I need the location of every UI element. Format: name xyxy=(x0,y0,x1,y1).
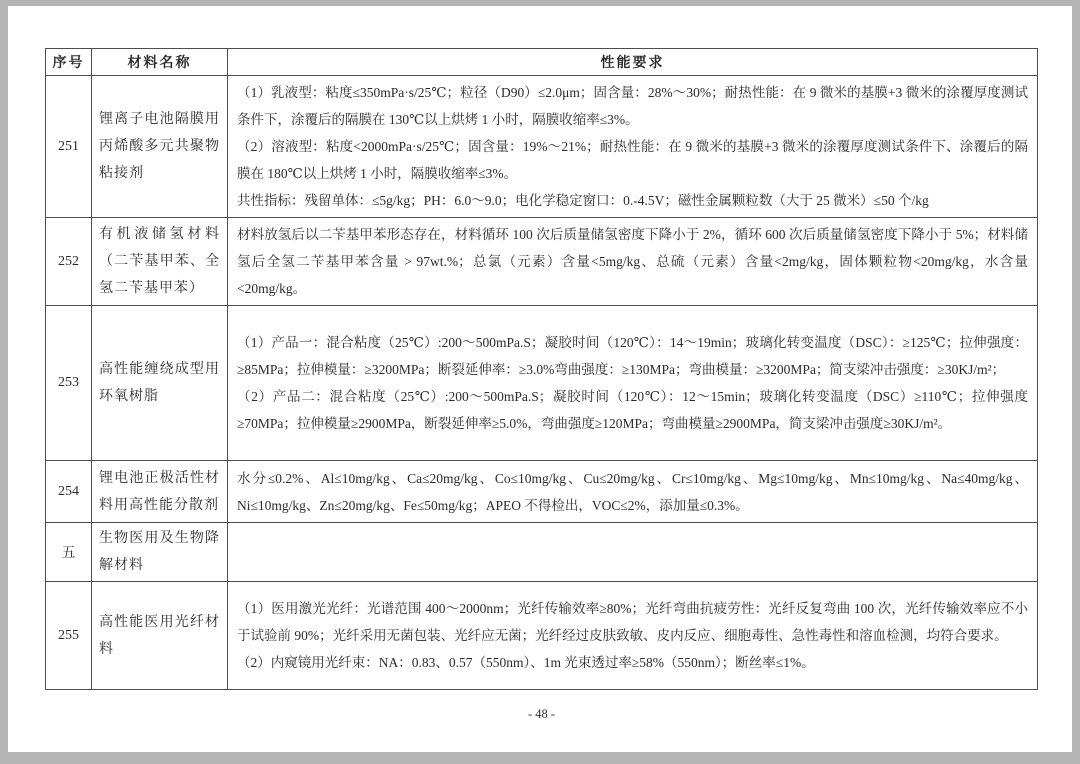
material-name-cell: 锂电池正极活性材料用高性能分散剂 xyxy=(92,461,228,523)
header-material-name: 材料名称 xyxy=(92,49,228,76)
material-name-cell: 锂离子电池隔膜用丙烯酸多元共聚物粘接剂 xyxy=(92,76,228,218)
serial-cell: 252 xyxy=(46,218,92,306)
material-name-cell: 高性能医用光纤材料 xyxy=(92,582,228,690)
requirement-paragraph: （1）医用激光光纤：光谱范围 400～2000nm；光纤传输效率≥80%；光纤弯曲抗疲劳性：光纤反复弯曲 100 次，光纤传输效率应不小于试验前 90%；光纤采用无菌包装、光纤应无菌；光纤经过皮肤致敏、皮内反应、细胞毒性、急性毒性和溶血检测，均符合要求。 xyxy=(237,601,1028,643)
table-row xyxy=(46,76,1038,218)
header-serial-number: 序号 xyxy=(46,49,92,76)
table-row xyxy=(46,523,1038,582)
serial-cell: 五 xyxy=(46,523,92,582)
requirement-paragraph: 水分≤0.2%、Al≤10mg/kg、Ca≤20mg/kg、Co≤10mg/kg、Cu≤20mg/kg、Cr≤10mg/kg、Mg≤10mg/kg、Mn≤10mg/kg、Na≤40mg/kg、Ni≤10mg/kg、Zn≤20mg/kg、Fe≤50mg/kg；APEO 不得检出，VOC≤2%，添加量≤0.3%。 xyxy=(237,470,1028,513)
material-name-cell: 有机液储氢材料（二苄基甲苯、全氢二苄基甲苯） xyxy=(92,218,228,306)
requirements-cell-empty xyxy=(228,523,1038,582)
requirements-cell xyxy=(228,76,1038,218)
page-number: - 48 - xyxy=(527,707,556,721)
requirement-paragraph: （1）乳液型：粘度≤350mPa·s/25℃；粒径（D90）≤2.0μm；固含量：28%～30%；耐热性能：在 9 微米的基膜+3 微米的涂覆厚度测试条件下，涂覆后的隔膜在 130℃以上烘烤 1 小时，隔膜收缩率≤3%。 xyxy=(237,85,1028,127)
requirements-cell xyxy=(228,461,1038,523)
requirements-cell xyxy=(228,218,1038,306)
serial-cell: 251 xyxy=(46,76,92,218)
requirement-paragraph: （1）产品一：混合粘度（25℃）:200～500mPa.S；凝胶时间（120℃）：14～19min；玻璃化转变温度（DSC）：≥125℃；拉伸强度：≥85MPa；拉伸模量：≥3200MPa；断裂延伸率：≥3.0%弯曲强度：≥130MPa；弯曲模量：≥3200MPa；简支梁冲击强度：≥30KJ/m²； xyxy=(237,335,1028,377)
requirements-cell xyxy=(228,306,1038,461)
serial-cell: 253 xyxy=(46,306,92,461)
requirement-paragraph: （2）内窥镜用光纤束：NA：0.83、0.57（550nm）、1m 光束透过率≥58%（550nm）；断丝率≤1%。 xyxy=(237,655,815,670)
requirements-cell xyxy=(228,582,1038,690)
material-name-cell: 生物医用及生物降解材料 xyxy=(92,523,228,582)
requirement-paragraph: 材料放氢后以二苄基甲苯形态存在，材料循环 100 次后质量储氢密度下降小于 2%，循环 600 次后质量储氢密度下降小于 5%；材料储氢后全氢二苄基甲苯含量 > 97wt.%；总氯（元素）含量<5mg/kg、总硫（元素）含量<2mg/kg，固体颗粒物<20mg/kg，水含量<20mg/kg。 xyxy=(237,227,1028,296)
table-row xyxy=(46,582,1038,690)
serial-cell: 254 xyxy=(46,461,92,523)
requirement-paragraph: （2）溶液型：粘度<2000mPa·s/25℃；固含量：19%～21%；耐热性能：在 9 微米的基膜+3 微米的涂覆厚度测试条件下、涂覆后的隔膜在 180℃以上烘烤 1 小时，隔膜收缩率≤3%。 xyxy=(237,139,1028,181)
document-page xyxy=(8,6,1072,752)
serial-cell: 255 xyxy=(46,582,92,690)
table-row xyxy=(46,306,1038,461)
material-name-cell: 高性能缠绕成型用环氧树脂 xyxy=(92,306,228,461)
requirement-paragraph: 共性指标：残留单体：≤5g/kg；PH：6.0～9.0；电化学稳定窗口：0.-4.5V；磁性金属颗粒数（大于 25 微米）≤50 个/kg xyxy=(237,193,929,208)
requirement-paragraph: （2）产品二：混合粘度（25℃）:200～500mPa.S；凝胶时间（120℃）：12～15min；玻璃化转变温度（DSC）≥110℃；拉伸强度≥70MPa；拉伸模量≥2900MPa，断裂延伸率≥5.0%，弯曲强度≥120MPa；弯曲模量≥2900MPa，简支梁冲击强度≥30KJ/m²。 xyxy=(237,389,1028,431)
table-header-row xyxy=(46,49,1038,76)
table-row xyxy=(46,461,1038,523)
materials-table xyxy=(45,48,1038,690)
header-performance-requirements: 性能要求 xyxy=(228,49,1038,76)
table-row xyxy=(46,218,1038,306)
